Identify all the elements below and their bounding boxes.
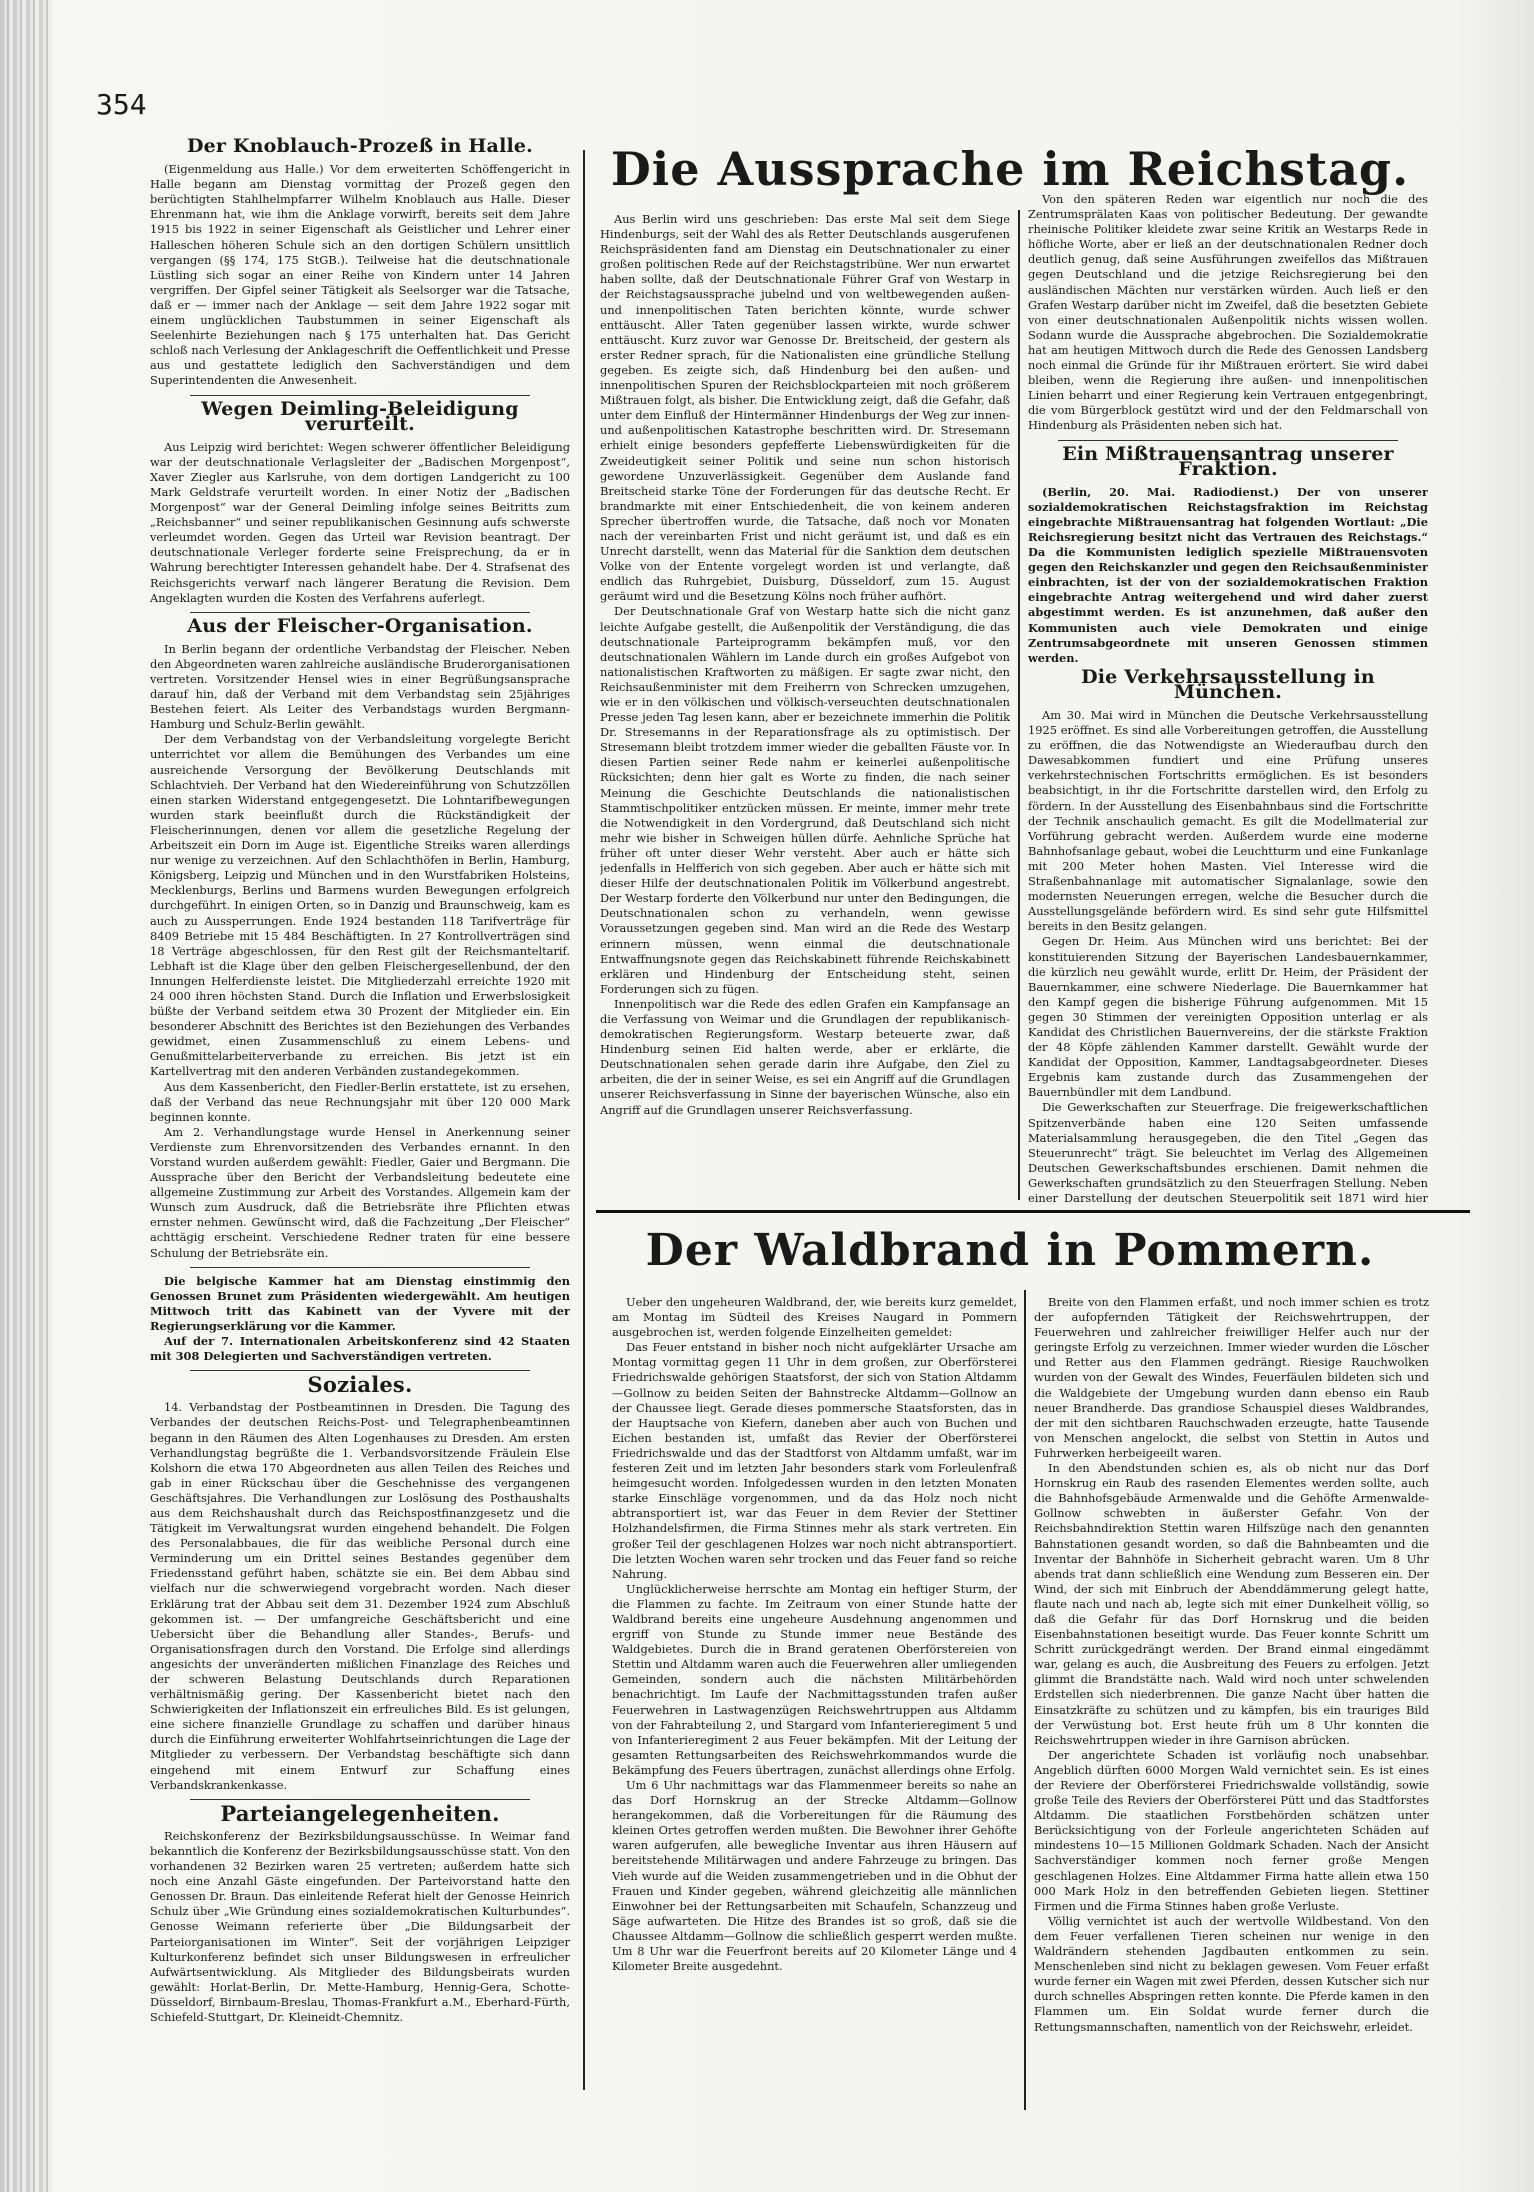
reichstag-column-1 [600,212,1010,1212]
article-paragraph: Um 6 Uhr nachmittags war das Flammenmeer bereits so nahe an das Dorf Hornskrug an der Strecke Altdamm—Gollnow herangekommen, daß die Vorbereitungen für die Räumung des kleinen Ortes getroffen werden mußten. Die Bewohner ihrer Gehöfte waren aufgerufen, alle bewegliche Inventar aus ihren Häusern auf bereitstehende Militärwagen und andere Fahrzeuge zu bringen. Das Vieh wurde auf die Weiden zusammengetrieben und in die Obhut der Frauen und Kinder gegeben, während gleichzeitig alle männlichen Einwohner bei der Rettungsarbeiten mit Schaufeln, Schanzzeug und Säge aufwarteten. Die Hitze des Brandes ist so groß, daß sie die Chaussee Altdamm—Gollnow die schließlich gesperrt werden mußte. Um 8 Uhr war die Feuerfront bereits auf 20 Kilometer Länge und 4 Kilometer Breite ausgedehnt. [612,1778,1017,1974]
news-note: Die belgische Kammer hat am Dienstag einstimmig den Genossen Brunet zum Präsidenten wiedergewählt. Am heutigen Mittwoch tritt das Kabinett van der Vyvere mit der Regierungserklärung vor die Kammer. [150,1273,570,1333]
article-paragraph: Gegen Dr. Heim. Aus München wird uns berichtet: Bei der konstituierenden Sitzung der Bayerischen Landesbauernkammer, die kürzlich neu gewählt wurde, erlitt Dr. Heim, der Präsident der Bauernkammer, eine schwere Niederlage. Die Bauernkammer hat den Kampf gegen die bisherige Führung aufgenommen. Mit 15 gegen 30 Stimmen der vereinigten Opposition unterlag er als Kandidat des Christlichen Bauernvereins, der die stärkste Fraktion der 48 Köpfe zählenden Kammer darstellt. Gewählt wurde der Kandidat der Opposition, Kammer, Landtagsabgeordneter. Dieses Ergebnis kam zustande durch das Zusammengehen der Bauernbündler mit dem Landbund. [1028,934,1428,1100]
article-title: Aus der Fleischer-Organisation. [187,614,533,637]
article-paragraph: Der dem Verbandstag von der Verbandsleitung vorgelegte Bericht unterrichtet vor allem die Bemühungen des Verbandes um eine ausreichende Versorgung der Bevölkerung Deutschlands mit Schlachtvieh. Der Verband hat den Wiedereinführung von Schutzzöllen einen starken Widerstand entgegengesetzt. Die Lohntarifbewegungen wurden stark beeinflußt durch die Rückständigkeit der Fleischerinnungen, denen vor allem die gesetzliche Regelung der Arbeitszeit ein Dorn im Auge ist. Eigentliche Streiks waren allerdings nur wenige zu verzeichnen. Auf den Schlachthöfen in Berlin, Hamburg, Königsberg, Leipzig und München und in den Wurstfabriken Holsteins, Mecklenburgs, Berlins und Barmens wurden Bewegungen erfolgreich durchgeführt. In einigen Orten, so in Danzig und Braunschweig, kam es auch zu Aussperrungen. Ende 1924 bestanden 118 Tarifverträge für 8409 Betriebe mit 15 484 Beschäftigten. In 27 Kontrollverträgen sind 18 Verträge abgeschlossen, für den Rest gilt der Reichsmanteltarif. Lebhaft ist die Klage über den gelben Fleischergesellenbund, der den Innungen Helferdienste leistet. Die Mitgliederzahl erreichte 1920 mit 24 000 ihren höchsten Stand. Durch die Inflation und Erwerbslosigkeit büßte der Verband seitdem etwa 30 Prozent der Mitglieder ein. Ein besonderer Abschnitt des Berichtes ist den Beziehungen des Verbandes gewidmet, einen Zusammenschluß zu einem Lebens- und Genußmittelarbeiterverbande zu erreichen. Bis jetzt ist ein Kartellvertrag mit den anderen Verbänden zustandegekommen. [150,732,570,1079]
column-rule [1018,210,1020,1200]
article-text: Aus Leipzig wird berichtet: Wegen schwerer öffentlicher Beleidigung war der deutschnationale Verlagsleiter der „Badischen Morgenpost“, Xaver Ziegler aus Karlsruhe, von dem dortigen Landgericht zu 100 Mark Geldstrafe verurteilt worden. In einer Notiz der „Badischen Morgenpost“ war der General Deimling infolge seines Beitritts zum „Reichsbanner“ und seiner republikanischen Gesinnung aufs schwerste verleumdet worden. Gegen das Urteil war Revision beantragt. Der deutschnationale Verleger forderte seine Freisprechung, da er in Wahrung berechtigter Interessen gehandelt habe. Der 4. Strafsenat des Reichsgerichts verwarf nach längerer Beratung die Revision. Dem Angeklagten wurden die Kosten des Verfahrens auferlegt. [150,439,570,605]
article-paragraph: Unglücklicherweise herrschte am Montag ein heftiger Sturm, der die Flammen zu fachte. Im Zeitraum von einer Stunde hatte der Waldbrand bereits eine ungeheure Ausdehnung angenommen und ergriff von Stunde zu Stunde immer neue Bestände des Waldgebietes. Durch die in Brand geratenen Oberförstereien von Stettin und Altdamm waren auch die Feuerwehren aller umliegenden Gemeinden, sondern auch die nächsten Militärbehörden benachrichtigt. Im Laufe der Nachmittagsstunden trafen außer Feuerwehren in Lastwagenzügen Reichswehrtruppen aus Altdamm von der Fahrabteilung 2, und Stargard vom Infanterieregiment 5 und von Infanterieregiment 2 aus Feuer bekämpfen. Mit der Leitung der gesamten Rettungsarbeiten des Reichswehrkommandos wurde die Bekämpfung des Feuers übertragen, zunächst allerdings ohne Erfolg. [612,1581,1017,1777]
article-paragraph: Die Gewerkschaften zur Steuerfrage. Die freigewerkschaftlichen Spitzenverbände haben eine 120 Seiten umfassende Materialsammlung herausgegeben, die den Titel „Gegen das Steuerunrecht“ trägt. Sie beleuchtet im Verlag des Allgemeinen Deutschen Gewerkschaftsbundes erschienen. Damit nehmen die Gewerkschaften grundsätzlich zu den Steuerfragen Stellung. Neben einer Darstellung der deutschen Steuerpolitik seit 1871 wird hier [1028,1100,1428,1204]
waldbrand-column-2 [1034,1295,1429,2115]
article-title: Wegen Deimling-Beleidigung verurteilt. [201,397,519,435]
divider [190,395,530,396]
divider [190,1799,530,1800]
section-title: Soziales. [307,1372,413,1398]
article-title: Die Verkehrsausstellung in München. [1081,665,1375,703]
article-paragraph: In Berlin begann der ordentliche Verbandstag der Fleischer. Neben den Abgeordneten waren zahlreiche ausländische Bruderorganisationen vertreten. Vorsitzender Hensel wies in einer Begrüßungsansprache darauf hin, daß der Verband mit dem Verbandstag sein 25jähriges Bestehen feiert. Als Leiter des Verbandstags wurden Bergmann-Hamburg und Schulz-Berlin gewählt. [150,641,570,732]
article-paragraph: Ueber den ungeheuren Waldbrand, der, wie bereits kurz gemeldet, am Montag im Südteil des Kreises Naugard in Pommern ausgebrochen ist, werden folgende Einzelheiten gemeldet: [612,1295,1017,1340]
article-paragraph: Am 30. Mai wird in München die Deutsche Verkehrsausstellung 1925 eröffnet. Es sind alle Vorbereitungen getroffen, die Ausstellung zu eröffnen, die das Notwendigste an Wiederaufbau durch den Dawesabkommen fundiert und eine Prüfung unseres verkehrstechnischen Fortschritts ermöglichen. Es ist besonders beabsichtigt, in ihr die Fortschritte darstellen wird, den Erfolg zu fördern. In der Ausstellung des Eisenbahnbaus sind die Fortschritte der Technik anschaulich gemacht. Es gilt die Modellmaterial zur Vorführung gebracht werden. Außerdem wurde eine moderne Bahnhofsanlage gebaut, wobei die Leuchtturm und eine Funkanlage mit 200 Meter hohen Masten. Viel Interesse wird die Straßenbahnanlage mit automatischer Signalanlage, sowie den modernsten Neuerungen erregen, welche die Besucher durch die Ausstellungsgelände befördern wird. Es sind sehr gute Hilfsmittel bereits in den Besitz gelangen. [1028,708,1428,934]
article-paragraph: Der angerichtete Schaden ist vorläufig noch unabsehbar. Angeblich dürften 6000 Morgen Wald vernichtet sein. Es ist eines der Reviere der Oberförsterei Friedrichswalde vollständig, sowie große Teile des Reviers der Oberförsterei Pütt und das Stadtforstes Altdamm. Die staatlichen Forstbehörden schätzen unter Berücksichtigung von der Forleule angerichteten Schäden auf mindestens 10—15 Millionen Goldmark Schaden. Nach der Ansicht Sachverständiger kommen noch ferner große Mengen geschlagenen Holzes. Eine Altdammer Firma hatte allein etwa 150 000 Mark Holz in den betreffenden Gebieten liegen. Stettiner Firmen und die Firma Stinnes haben große Verluste. [1034,1747,1429,1913]
article-text: 14. Verbandstag der Postbeamtinnen in Dresden. Die Tagung des Verbandes der deutschen Reichs-Post- und Telegraphenbeamtinnen begann in den Räumen des Alten Logenhauses zu Dresden. Am ersten Verhandlungstag begrüßte die 1. Verbandsvorsitzende Fräulein Else Kolshorn die etwa 170 Abgeordneten aus allen Teilen des Reiches und gab in einer Rückschau über die Geschehnisse des vergangenen Geschäftsjahres. Die Verhandlungen zur Loslösung des Posthaushalts aus dem Reichshaushalt durch das Reichspostfinanzgesetz und die Tätigkeit im Verwaltungsrat wurden eingehend behandelt. Die Folgen des Personalabbaues, die für das weibliche Personal durch eine Verminderung um ein Drittel seines Bestandes gegenüber dem Friedensstand geführt haben, schätzte sie ein. Bei dem Abbau sind vielfach nur die schwerwiegend vorgebracht worden. Nach dieser Erklärung trat der Abbau seit dem 31. Dezember 1924 zum Abschluß gekommen ist. — Der umfangreiche Geschäftsbericht und eine Uebersicht über die Behandlung aller Standes-, Berufs- und Organisationsfragen durch den Vorstand. Die Erfolge sind allerdings angesichts der unveränderten mißlichen Finanzlage des Reiches und der schweren Belastung Deutschlands durch Reparationen verhältnismäßig gering. Der Kassenbericht bietet nach den Schwierigkeiten der Inflationszeit ein erfreuliches Bild. Es ist gelungen, eine sichere finanzielle Grundlage zu schaffen und darüber hinaus durch die Einführung erweiterter Wohlfahrtseinrichtungen die Lage der Mitglieder zu verbessern. Der Verbandstag beschäftigte sich dann eingehend mit einem Entwurf zur Schaffung eines Verbandskrankenkasse. [150,1400,570,1792]
waldbrand-column-1 [612,1295,1017,2115]
section-title: Parteiangelegenheiten. [220,1800,500,1826]
article-text: Aus Berlin wird uns geschrieben: Das erste Mal seit dem Siege Hindenburgs, seit der Wahl des als Retter Deutschlands ausgerufenen Reichspräsidenten fand am Dienstag ein Deutschnationaler zu einer großen politischen Rede auf der Reichstagstribüne. Wer nun erwartet haben sollte, daß der Deutschnationale Führer Graf von Westarp in der Reichstagsaussprache jubelnd und von weltbewegenden außen- und innenpolitischen Taten berichten könnte, wurde schwer enttäuscht. Aller Taten gegenüber lassen wirkte, wurde schwer enttäuscht. Kurz zuvor war Genosse Dr. Breitscheid, der gestern als erster Redner sprach, für die Nationalisten eine gründliche Stellung gegeben. Es zeigte sich, daß Hindenburg bei den außen- und innenpolitischen Spuren der Reichsblockparteien mit noch größerem Mißtrauen folgt, als bisher. Die Entwicklung zeigt, daß die Gefahr, daß unter dem Einfluß der Hintermänner Hindenburgs der Weg zur innen- und außenpolitischen Katastrophe beschritten wird. Dr. Stresemann erhielt einige besonders gepfefferte Liebenswürdigkeiten für die Zweideutigkeit seiner Politik und seine nun schon historisch gewordene Unzuverlässigkeit. Gegenüber dem Auslande fand Breitscheid starke Töne der Forderungen für das deutsche Recht. Er brandmarkte mit einer Entschiedenheit, die von keinem anderen Sprecher übertroffen wurde, die Tatsache, daß noch vor Monaten nach der vereinbarten Frist und nicht geräumt ist, und daß es ein Unrecht darstellt, wenn das Material für die Sanktion dem deutschen Volke von der Entente vorgelegt worden ist und verlangte, daß endlich das Ruhrgebiet, Duisburg, Düsseldorf, zum 15. August geräumt wird und die Besetzung Kölns noch früher aufhört. [600,212,1010,604]
column-rule [583,150,585,2090]
article-text: Reichskonferenz der Bezirksbildungsausschüsse. In Weimar fand bekanntlich die Konferenz der Bezirksbildungsausschüsse statt. Von den vorhandenen 32 Bezirken waren 25 vertreten; außerdem hatte sich noch eine Anzahl Gäste eingefunden. Der Parteivorstand hatte den Genossen Dr. Braun. Das einleitende Referat hielt der Genosse Heinrich Schulz über „Wie Gründung eines sozialdemokratischen Kulturbundes“. Genosse Weimann referierte über „Die Bildungsarbeit der Parteiorganisationen im Winter“. Seit der vorjährigen Leipziger Kulturkonferenz befindet sich unser Bildungswesen in erfreulicher Aufwärtsentwicklung. Als Mitglieder des Bildungsbeirats wurden gewählt: Horlat-Berlin, Dr. Mette-Hamburg, Hennig-Gera, Schotte-Düsseldorf, Birnbaum-Breslau, Thomas-Frankfurt a.M., Eberhard-Fürth, Schiefeld-Stuttgart, Dr. Kleineidt-Chemnitz. [150,1828,570,2024]
article-paragraph: Aus dem Kassenbericht, den Fiedler-Berlin erstattete, ist zu ersehen, daß der Verband das neue Rechnungsjahr mit über 120 000 Mark beginnen konnte. [150,1079,570,1124]
divider [190,612,530,613]
article-paragraph: In den Abendstunden schien es, als ob nicht nur das Dorf Hornskrug ein Raub des rasenden Elementes werden sollte, auch die Bahnhofsgebäude Armenwalde und die Gehöfte Armenwalde-Gollnow schwebten in äußerster Gefahr. Von der Reichsbahndirektion Stettin waren Hilfszüge nach den genannten Bahnstationen gesandt worden, so daß die Bahnbeamten und die Inventar der Bahnhöfe in Sicherheit gebracht waren. Um 8 Uhr abends trat dann schließlich eine Wendung zum Besseren ein. Der Wind, der sich mit Einbruch der Abenddämmerung gelegt hatte, flaute nach und nach ab, legte sich mit einer Dunkelheit völlig, so daß die Gefahr für das Dorf Hornskrug und die beiden Eisenbahnstationen beseitigt wurde. Das Feuer konnte Schritt um Schritt zurückgedrängt werden. Der Brand einmal eingedämmt war, gelang es auch, die Ausbreitung des Feuers zu erfolgen. Jetzt glimmt die Brandstätte nach. Wald wird noch unter schwelenden Erdstellen sich niederbrennen. Die ganze Nacht über hatten die Einsatzkräfte zu schützen und zu kämpfen, bis ein trauriges Bild der Verwüstung bot. Erst heute früh um 8 Uhr konnten die Reichswehrtruppen wieder in ihre Garnison abrücken. [1034,1461,1429,1747]
page-edge [0,0,52,2192]
divider [190,1370,530,1371]
reichstag-column-2 [1028,192,1428,1204]
article-paragraph: Völlig vernichtet ist auch der wertvolle Wildbestand. Von den dem Feuer verfallenen Tieren scheinen nur wenige in den Waldrändern stehenden Jagdbauten entkommen zu sein. Menschenleben sind nicht zu beklagen gewesen. Vom Feuer erfaßt wurde ferner ein Wagen mit zwei Pferden, dessen Kutscher sich nur durch schnelles Abspringen retten konnte. Die Pferde kamen in den Flammen um. Ein Soldat wurde ferner durch die Rettungsmannschaften, namentlich von der Reichswehr, erleidet. [1034,1913,1429,2034]
article-text: Von den späteren Reden war eigentlich nur noch die des Zentrumsprälaten Kaas von politischer Bedeutung. Der gewandte rheinische Politiker kleidete zwar seine Kritik an Westarps Rede in höfliche Worte, aber er ließ an der deutschnationalen Redner doch deutlich genug, daß seine Ausführungen zweifellos das Mißtrauen gegen Deutschland und die jetzige Reichsregierung bei den ausländischen Mächten nur verstärken würden. Auch ließ er den Grafen Westarp darüber nicht im Zweifel, daß die besetzten Gebiete von einer deutschnationalen Außenpolitik nichts wissen wollen. Sodann wurde die Aussprache abgebrochen. Die Sozialdemokratie hat am heutigen Mittwoch durch die Rede des Genossen Landsberg noch einmal die Gründe für ihr Mißtrauen erörtert. Sie wird dabei bleiben, wenn die Regierung ihre außen- und innenpolitischen Linien beharrt und einer Regierung kein Vertrauen entgegenbringt, die vom Bürgerblock gestützt wird und der den Feldmarschall von Hindenburg als Präsidenten neben sich hat. [1028,192,1428,433]
headline-waldbrand: Der Waldbrand in Pommern. [645,1225,1375,1276]
article-text: (Berlin, 20. Mai. Radiodienst.) Der von unserer sozialdemokratischen Reichstagsfraktion im Reichstag eingebrachte Mißtrauensantrag hat folgenden Wortlaut: „Die Reichsregierung besitzt nicht das Vertrauen des Reichstags.“ Da die Kommunisten lediglich spezielle Mißtrauensvoten gegen den Reichskanzler und gegen den Reichsaußenminister einbrachten, ist der von der sozialdemokratischen Fraktion eingebrachte Antrag weitergehend und wird daher zuerst abgestimmt werden. Es ist anzunehmen, daß außer den Kommunisten auch viele Demokraten und einige Zentrumsabgeordnete mit unseren Genossen stimmen werden. [1028,484,1428,665]
section-rule [596,1210,1470,1213]
divider [1058,440,1398,441]
divider [190,1267,530,1268]
article-title: Ein Mißtrauensantrag unserer Fraktion. [1062,442,1394,480]
column-rule [1024,1290,1026,2110]
article-text: Der Deutschnationale Graf von Westarp hatte sich die nicht ganz leichte Aufgabe gestellt, die Außenpolitik der Verständigung, die das deutschnationale Parteiprogramm bekämpfen muß, vor den deutschnationalen Wählern im Lande durch ein großes Aufgebot von nationalistischen Kraftworten zu mäßigen. Er sagte zwar nicht, den Reichsaußenminister mit dem Freiherrn von Schrecken umzugehen, wie er in den völkischen und völkisch-verseuchten deutschnationalen Presse jeden Tag lesen kann, aber er bezeichnete immerhin die Politik Dr. Stresemanns in der Reparationsfrage als zu optimistisch. Der Stresemann bleibt trotzdem immer wieder die geballten Fäuste vor. In diesen Partien seiner Rede nahm er keinerlei außenpolitische Rücksichten; denn hier galt es Worte zu finden, die nach seiner Meinung die Geschichte Deutschlands die nationalistischen Stammtischpolitiker entzücken müssen. Er meinte, immer mehr trete die Notwendigkeit in den Vordergrund, daß Deutschland sich nicht mehr wie bisher in Schweigen hüllen dürfe. Aehnliche Sprüche hat früher oft unter dieser Wehr versteht. Aber auch er hätte sich jedenfalls in Helfferich von sich gegeben. Aber auch er hätte sich mit dieser Hilfe der deutschnationalen Politik im Völkerbund angestrebt. Der Westarp forderte den Völkerbund nur unter den Bedingungen, die Deutschnationalen schon zu verhandeln, wenn gewisse Voraussetzungen gegeben sind. Man wird an die Rede des Westarp erinnern müssen, wenn einmal die deutschnationale Entwaffnungsnote gegen das Reichskabinett führende Reichskabinett erklären und Hindenburg der Entscheidung steht, seinen Forderungen sich zu fügen. [600,604,1010,996]
article-text: Innenpolitisch war die Rede des edlen Grafen ein Kampfansage an die Verfassung von Weimar und die Grundlagen der republikanisch-demokratischen Regierungsform. Westarp beteuerte zwar, daß Hindenburg seinen Eid halten werde, aber er erklärte, die Deutschnationalen sehen gerade darin ihre Aufgabe, den Ziel zu arbeiten, die der in seiner Weise, es sei ein Angriff auf die Grundlagen unserer Reichsverfassung in Sinne der bayerischen Wünsche, also ein Angriff auf die Grundlagen unserer Reichsverfassung. [600,996,1010,1117]
article-text: (Eigenmeldung aus Halle.) Vor dem erweiterten Schöffengericht in Halle begann am Dienstag vormittag der Prozeß gegen den berüchtigten Stahlhelmpfarrer Wilhelm Knoblauch aus Halle. Dieser Ehrenmann hat, wie ihm die Anklage vorwirft, bereits seit dem Jahre 1915 bis 1922 in seiner Eigenschaft als Geistlicher und Lehrer einer Halleschen höheren Schule sich an den dortigen Schülern unsittlich vergangen (§§ 174, 175 StGB.). Teilweise hat die deutschnationale Lüstling sich sogar an einer Reihe von Kindern unter 14 Jahren vergriffen. Der Gipfel seiner Tätigkeit als Seelsorger war die Tatsache, daß er — immer nach der Anklage — seit dem Jahre 1922 sogar mit einem unglücklichen Taubstummen in seiner Eigenschaft als Seelenhirte Beziehungen nach § 175 unterhalten hat. Das Gericht schloß nach Verlesung der Anklageschrift die Oeffentlichkeit und Presse aus und gestattete lediglich den Sachverständigen und dem Superintendenten die Anwesenheit. [150,162,570,388]
headline-reichstag: Die Aussprache im Reichstag. [610,142,1410,196]
news-note: Auf der 7. Internationalen Arbeitskonferenz sind 42 Staaten mit 308 Delegierten und Sachverständigen vertreten. [150,1334,570,1364]
article-paragraph: Breite von den Flammen erfaßt, und noch immer schien es trotz der aufopfernden Tätigkeit der Reichswehrtruppen, der Feuerwehren und zahlreicher freiwilliger Helfer auch nur der geringste Erfolg zu verzeichnen. Immer wieder wurden die Löscher und Retter aus den Flammen gedrängt. Riesige Rauchwolken wurden von der Gewalt des Windes, Feuerfäulen bildeten sich und die Waldgebiete der Umgebung wurden dann ebenso ein Raub neuer Brandherde. Das grandiose Schauspiel dieses Waldbrandes, der mit den sichtbaren Rauchschwaden erzeugte, hatte Tausende von Menschen angelockt, die selbst von Stettin in Autos und Fuhrwerken herbeigeeilt waren. [1034,1295,1429,1460]
article-title: Der Knoblauch-Prozeß in Halle. [186,135,534,157]
article-paragraph: Das Feuer entstand in bisher noch nicht aufgeklärter Ursache am Montag vormittag gegen 11 Uhr in dem großen, zur Oberförsterei Friedrichswalde gehörigen Staatsforst, der sich von Station Altdamm—Gollnow zu beiden Seiten der Bahnstrecke Altdamm—Gollnow an der Chaussee liegt. Gerade dieses pommersche Staatsforsten, das in der Hauptsache von Kiefern, daneben aber auch von Buchen und Eichen bestanden ist, umfaßt das Revier der Oberförsterei Friedrichswalde und das der Stadtforst von Altdamm umfaßt, war im festeren Zeit und im letzten Jahr besonders stark vom Forleulenfraß heimgesucht worden. Infolgedessen wurden in den letzten Monaten starke Einschläge vorgenommen, und da das Holz noch nicht abtransportiert ist, war das Feuer in dem Revier der Stettiner Holzhandelsfirmen, die Firma Stinnes mehr als stark vertreten. Ein großer Teil der geschlagenen Holzes war noch nicht abtransportiert. Die letzten Wochen waren sehr trocken und das Feuer fand so reiche Nahrung. [612,1340,1017,1581]
article-paragraph: Am 2. Verhandlungstage wurde Hensel in Anerkennung seiner Verdienste zum Ehrenvorsitzenden des Verbandes ernannt. In den Vorstand wurden außerdem gewählt: Fiedler, Gaier und Bergmann. Die Aussprache über den Bericht der Verbandsleitung bedeutete eine allgemeine Zustimmung zur Arbeit des Vorstandes. Allgemein kam der Wunsch zum Ausdruck, daß die Betriebsräte ihre Pflichten etwas ernster nehmen. Gewünscht wird, daß die Fachzeitung „Der Fleischer“ achttägig erscheint. Verschiedene Redner traten für eine bessere Schulung der Betriebsräte ein. [150,1124,570,1260]
page-number: 354 [96,88,147,121]
left-column [150,135,570,2135]
